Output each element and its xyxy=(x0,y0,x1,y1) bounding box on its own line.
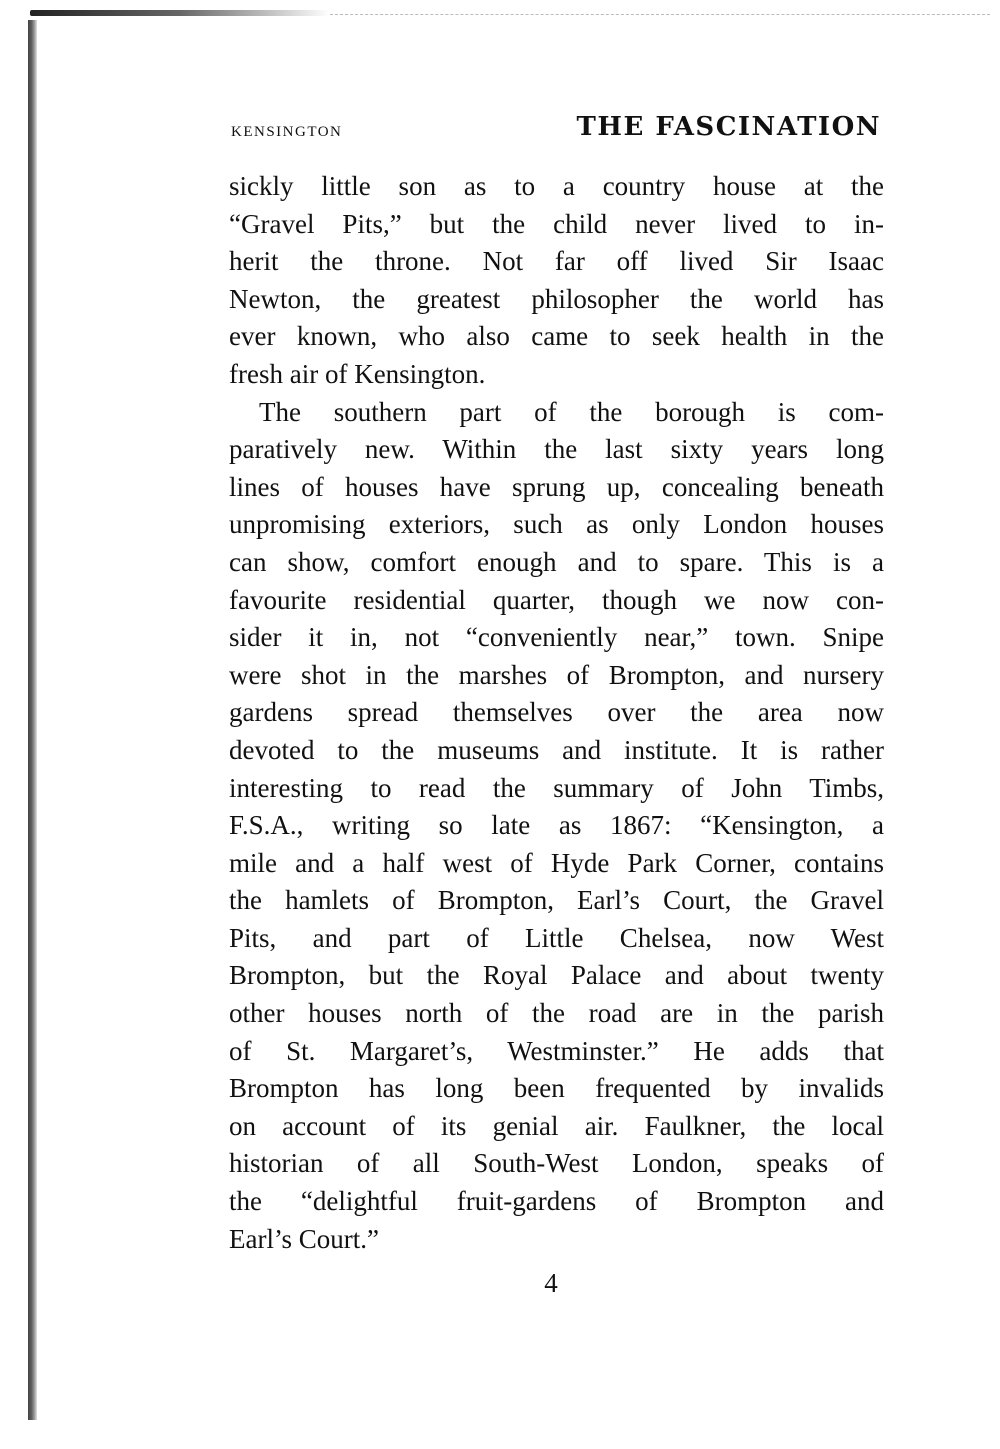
page-number-container xyxy=(0,1268,1000,1299)
text-line: paratively new. Within the last sixty years long xyxy=(229,434,884,465)
running-head xyxy=(231,112,881,152)
text-line: sickly little son as to a country house at the xyxy=(229,171,884,201)
text-line: gardens spread themselves over the area now xyxy=(229,697,884,728)
text-line: Newton, the greatest philosopher the world has xyxy=(229,283,884,314)
paragraph-1 xyxy=(229,168,884,394)
text-line: Pits, and part of Little Chelsea, now West xyxy=(229,922,884,953)
text-line: can show, comfort enough and to spare. This is a xyxy=(229,546,884,577)
text-line: Brompton has long been frequented by invalids xyxy=(229,1073,884,1104)
running-head-title: THE FASCINATION xyxy=(576,112,881,142)
text-line: fresh air of Kensington. xyxy=(229,358,486,389)
binding-edge xyxy=(28,20,37,1420)
text-line: of St. Margaret’s, Westminster.” He adds that xyxy=(229,1035,884,1066)
text-line: sider it in, not “conveniently near,” town. Snipe xyxy=(229,622,884,653)
text-line: lines of houses have sprung up, concealing beneath xyxy=(229,471,884,502)
text-line: interesting to read the summary of John Timbs, xyxy=(229,772,884,803)
running-head-section: KENSINGTON xyxy=(231,124,343,140)
text-line: devoted to the museums and institute. It is rather xyxy=(229,734,884,765)
text-line: The southern part of the borough is com- xyxy=(259,396,884,427)
page-number: 4 xyxy=(544,1268,558,1298)
text-line: the hamlets of Brompton, Earl’s Court, the Gravel xyxy=(229,885,884,916)
text-line: favourite residential quarter, though we now con- xyxy=(229,584,884,615)
page-top-rule xyxy=(330,14,990,16)
text-line: Brompton, but the Royal Palace and about twenty xyxy=(229,960,884,991)
text-line: historian of all South-West London, speaks of xyxy=(229,1148,884,1179)
page-top-edge xyxy=(30,10,330,16)
text-line: unpromising exteriors, such as only London houses xyxy=(229,509,884,540)
paragraph-2 xyxy=(229,394,884,1259)
text-line: herit the throne. Not far off lived Sir Isaac xyxy=(229,246,884,277)
text-line: mile and a half west of Hyde Park Corner, contains xyxy=(229,847,884,878)
body-text xyxy=(229,168,884,1258)
text-line: other houses north of the road are in the parish xyxy=(229,998,884,1029)
text-line: F.S.A., writing so late as 1867: “Kensington, a xyxy=(229,810,884,841)
text-line: were shot in the marshes of Brompton, and nursery xyxy=(229,659,884,690)
text-line: ever known, who also came to seek health in the xyxy=(229,321,884,352)
text-line: the “delightful fruit-gardens of Brompton and xyxy=(229,1186,884,1217)
text-line: “Gravel Pits,” but the child never lived to in- xyxy=(229,208,884,239)
text-line: Earl’s Court.” xyxy=(229,1223,379,1254)
text-line: on account of its genial air. Faulkner, the local xyxy=(229,1110,884,1141)
